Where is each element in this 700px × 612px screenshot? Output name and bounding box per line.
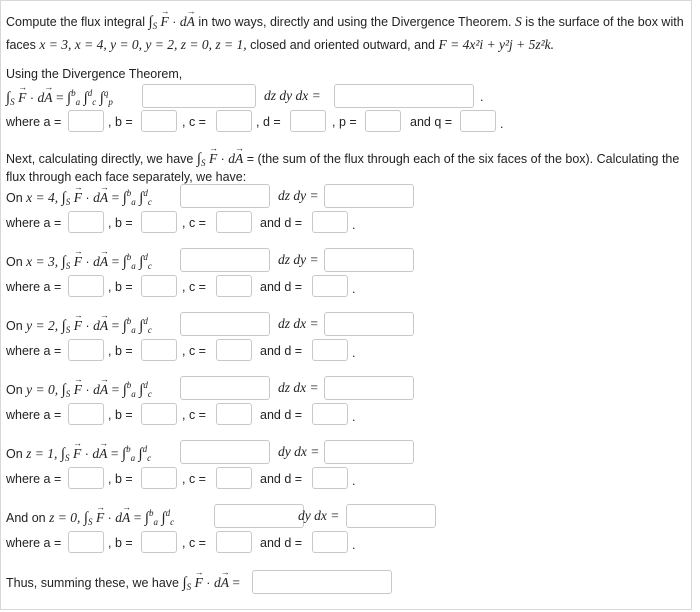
div-c-label: , c = bbox=[182, 115, 206, 129]
face-3-b-label: , b = bbox=[108, 408, 133, 422]
face-1-b-label: , b = bbox=[108, 280, 133, 294]
face-1-where-a: where a = bbox=[6, 280, 62, 294]
face-prefix: On bbox=[6, 383, 23, 397]
face-3-a-input[interactable] bbox=[68, 403, 104, 425]
face-1-result-input[interactable] bbox=[324, 248, 414, 272]
face-5-c-label: , c = bbox=[182, 536, 206, 550]
face-0-d-label: and d = bbox=[260, 216, 303, 230]
div-integral-expr: $\int_S \to F \cdot d\to A = \int^b_a$ ∫$^d_c$ ∫$^q_p$ bbox=[6, 88, 113, 107]
direct-intro-line-1: Next, calculating directly, we have $\int_S \to F \cdot d\to A = (the$ sum of the flux through each of the six faces of the box). Calculating the bbox=[6, 151, 679, 168]
face-3-differential: dz dx = bbox=[278, 380, 319, 395]
div-c-input[interactable] bbox=[216, 110, 252, 132]
face-5-c-input[interactable] bbox=[216, 531, 252, 553]
face-5-d-input[interactable] bbox=[312, 531, 348, 553]
face-5-integrand-input[interactable] bbox=[214, 504, 304, 528]
face-0-end: . bbox=[352, 218, 356, 232]
face-4-c-input[interactable] bbox=[216, 467, 252, 489]
face-2-d-label: and d = bbox=[260, 344, 303, 358]
face-4-result-input[interactable] bbox=[324, 440, 414, 464]
div-heading: Using the Divergence Theorem, bbox=[6, 67, 183, 81]
face-1-differential: dz dy = bbox=[278, 252, 319, 267]
face-5-d-label: and d = bbox=[260, 536, 303, 550]
surface-symbol: S bbox=[515, 14, 522, 29]
face-0-differential: dz dy = bbox=[278, 188, 319, 203]
face-3-result-input[interactable] bbox=[324, 376, 414, 400]
face-1-integral: On x = 3, $\int_S \to F \cdot d\to A = \int^b_a$ ∫$^d_c$ bbox=[6, 252, 152, 271]
field-label: closed and oriented outward, and bbox=[250, 38, 435, 52]
vector-f: → F bbox=[161, 14, 169, 30]
div-d-input[interactable] bbox=[290, 110, 326, 132]
div-b-label: , b = bbox=[108, 115, 133, 129]
face-1-a-input[interactable] bbox=[68, 275, 104, 297]
face-4-end: . bbox=[352, 474, 356, 488]
face-2-a-input[interactable] bbox=[68, 339, 104, 361]
face-4-c-label: , c = bbox=[182, 472, 206, 486]
face-2-integrand-input[interactable] bbox=[180, 312, 270, 336]
direct-intro-post: = (the sum of the flux through each of the six faces of the box). Calculating the bbox=[246, 152, 680, 166]
total-flux-input[interactable] bbox=[252, 570, 392, 594]
intro-line-1: Compute the flux integral $\int_S \to F \cdot d\to A$ in two ways, directly and using the Divergence Theorem. S is the surface of the box with bbox=[6, 14, 684, 31]
face-2-result-input[interactable] bbox=[324, 312, 414, 336]
face-0-b-input[interactable] bbox=[141, 211, 177, 233]
face-2-c-label: , c = bbox=[182, 344, 206, 358]
face-prefix: On bbox=[6, 447, 23, 461]
face-1-b-input[interactable] bbox=[141, 275, 177, 297]
face-4-b-label: , b = bbox=[108, 472, 133, 486]
face-0-integral: On x = 4, $\int_S \to F \cdot d\to A = \int^b_a$ ∫$^d_c$ bbox=[6, 188, 152, 207]
face-1-d-label: and d = bbox=[260, 280, 303, 294]
faces-label: faces bbox=[6, 38, 36, 52]
face-0-b-label: , b = bbox=[108, 216, 133, 230]
div-p-label: , p = bbox=[332, 115, 357, 129]
face-4-integral: On z = 1, $\int_S \to F \cdot d\to A = \int^b_a$ ∫$^d_c$ bbox=[6, 444, 151, 463]
face-5-b-input[interactable] bbox=[141, 531, 177, 553]
divergence-integrand-input[interactable] bbox=[142, 84, 256, 108]
face-1-integrand-input[interactable] bbox=[180, 248, 270, 272]
field-math: F = 4x²i + y²j + 5z²k. bbox=[438, 37, 555, 52]
face-prefix: On bbox=[6, 319, 23, 333]
face-equation: z = 1, bbox=[26, 446, 58, 461]
face-4-where-a: where a = bbox=[6, 472, 62, 486]
conclusion-line: Thus, summing these, we have $\int_S \to F \cdot d\to A$ = bbox=[6, 575, 240, 592]
face-equation: x = 4, bbox=[26, 190, 59, 205]
face-equation: y = 2, bbox=[26, 318, 59, 333]
face-4-d-label: and d = bbox=[260, 472, 303, 486]
face-2-c-input[interactable] bbox=[216, 339, 252, 361]
face-0-d-input[interactable] bbox=[312, 211, 348, 233]
face-2-where-a: where a = bbox=[6, 344, 62, 358]
direct-intro-pre: Next, calculating directly, we have bbox=[6, 152, 194, 166]
face-1-c-label: , c = bbox=[182, 280, 206, 294]
div-trailing: . bbox=[480, 90, 484, 104]
faces-math: x = 3, x = 4, y = 0, y = 2, z = 0, z = 1, bbox=[39, 37, 247, 52]
face-0-integrand-input[interactable] bbox=[180, 184, 270, 208]
face-2-d-input[interactable] bbox=[312, 339, 348, 361]
face-0-result-input[interactable] bbox=[324, 184, 414, 208]
face-1-c-input[interactable] bbox=[216, 275, 252, 297]
div-q-label: and q = bbox=[410, 115, 453, 129]
face-0-where-a: where a = bbox=[6, 216, 62, 230]
face-prefix: On bbox=[6, 255, 23, 269]
div-a-input[interactable] bbox=[68, 110, 104, 132]
face-3-d-label: and d = bbox=[260, 408, 303, 422]
divergence-result-input[interactable] bbox=[334, 84, 474, 108]
face-3-d-input[interactable] bbox=[312, 403, 348, 425]
face-0-a-input[interactable] bbox=[68, 211, 104, 233]
face-4-d-input[interactable] bbox=[312, 467, 348, 489]
face-3-end: . bbox=[352, 410, 356, 424]
face-equation: y = 0, bbox=[26, 382, 59, 397]
intro-text-pre: Compute the flux integral bbox=[6, 15, 145, 29]
face-prefix: And on bbox=[6, 511, 46, 525]
face-1-end: . bbox=[352, 282, 356, 296]
face-3-where-a: where a = bbox=[6, 408, 62, 422]
face-3-c-input[interactable] bbox=[216, 403, 252, 425]
face-2-end: . bbox=[352, 346, 356, 360]
face-3-b-input[interactable] bbox=[141, 403, 177, 425]
direct-intro-line-2: flux through each face separately, we have: bbox=[6, 170, 247, 184]
face-5-end: . bbox=[352, 538, 356, 552]
div-b-input[interactable] bbox=[141, 110, 177, 132]
face-4-integrand-input[interactable] bbox=[180, 440, 270, 464]
face-equation: x = 3, bbox=[26, 254, 59, 269]
face-3-integrand-input[interactable] bbox=[180, 376, 270, 400]
div-where-a: where a = bbox=[6, 115, 62, 129]
face-prefix: On bbox=[6, 191, 23, 205]
face-5-integral: And on z = 0, $\int_S \to F \cdot d\to A = \int^b_a$ ∫$^d_c$ bbox=[6, 508, 174, 527]
face-2-b-label: , b = bbox=[108, 344, 133, 358]
div-p-input[interactable] bbox=[365, 110, 401, 132]
intro-line-2 bbox=[6, 37, 554, 53]
face-0-c-input[interactable] bbox=[216, 211, 252, 233]
face-5-where-a: where a = bbox=[6, 536, 62, 550]
div-end: . bbox=[500, 117, 504, 131]
conclusion-text: Thus, summing these, we have bbox=[6, 576, 179, 590]
div-d-label: , d = bbox=[256, 115, 281, 129]
face-4-b-input[interactable] bbox=[141, 467, 177, 489]
div-differential: dz dy dx = bbox=[264, 88, 321, 103]
face-4-differential: dy dx = bbox=[278, 444, 320, 459]
face-2-integral: On y = 2, $\int_S \to F \cdot d\to A = \int^b_a$ ∫$^d_c$ bbox=[6, 316, 152, 335]
face-1-d-input[interactable] bbox=[312, 275, 348, 297]
face-3-c-label: , c = bbox=[182, 408, 206, 422]
intro-text-mid: in two ways, directly and using the Divergence Theorem. bbox=[198, 15, 512, 29]
face-5-differential: dy dx = bbox=[298, 508, 340, 523]
face-5-b-label: , b = bbox=[108, 536, 133, 550]
face-2-differential: dz dx = bbox=[278, 316, 319, 331]
face-equation: z = 0, bbox=[49, 510, 81, 525]
div-q-input[interactable] bbox=[460, 110, 496, 132]
integral-sign: ∫ bbox=[148, 14, 153, 30]
face-2-b-input[interactable] bbox=[141, 339, 177, 361]
face-5-a-input[interactable] bbox=[68, 531, 104, 553]
face-0-c-label: , c = bbox=[182, 216, 206, 230]
face-5-result-input[interactable] bbox=[346, 504, 436, 528]
face-3-integral: On y = 0, $\int_S \to F \cdot d\to A = \int^b_a$ ∫$^d_c$ bbox=[6, 380, 152, 399]
intro-text-post: is the surface of the box with bbox=[525, 15, 684, 29]
face-4-a-input[interactable] bbox=[68, 467, 104, 489]
